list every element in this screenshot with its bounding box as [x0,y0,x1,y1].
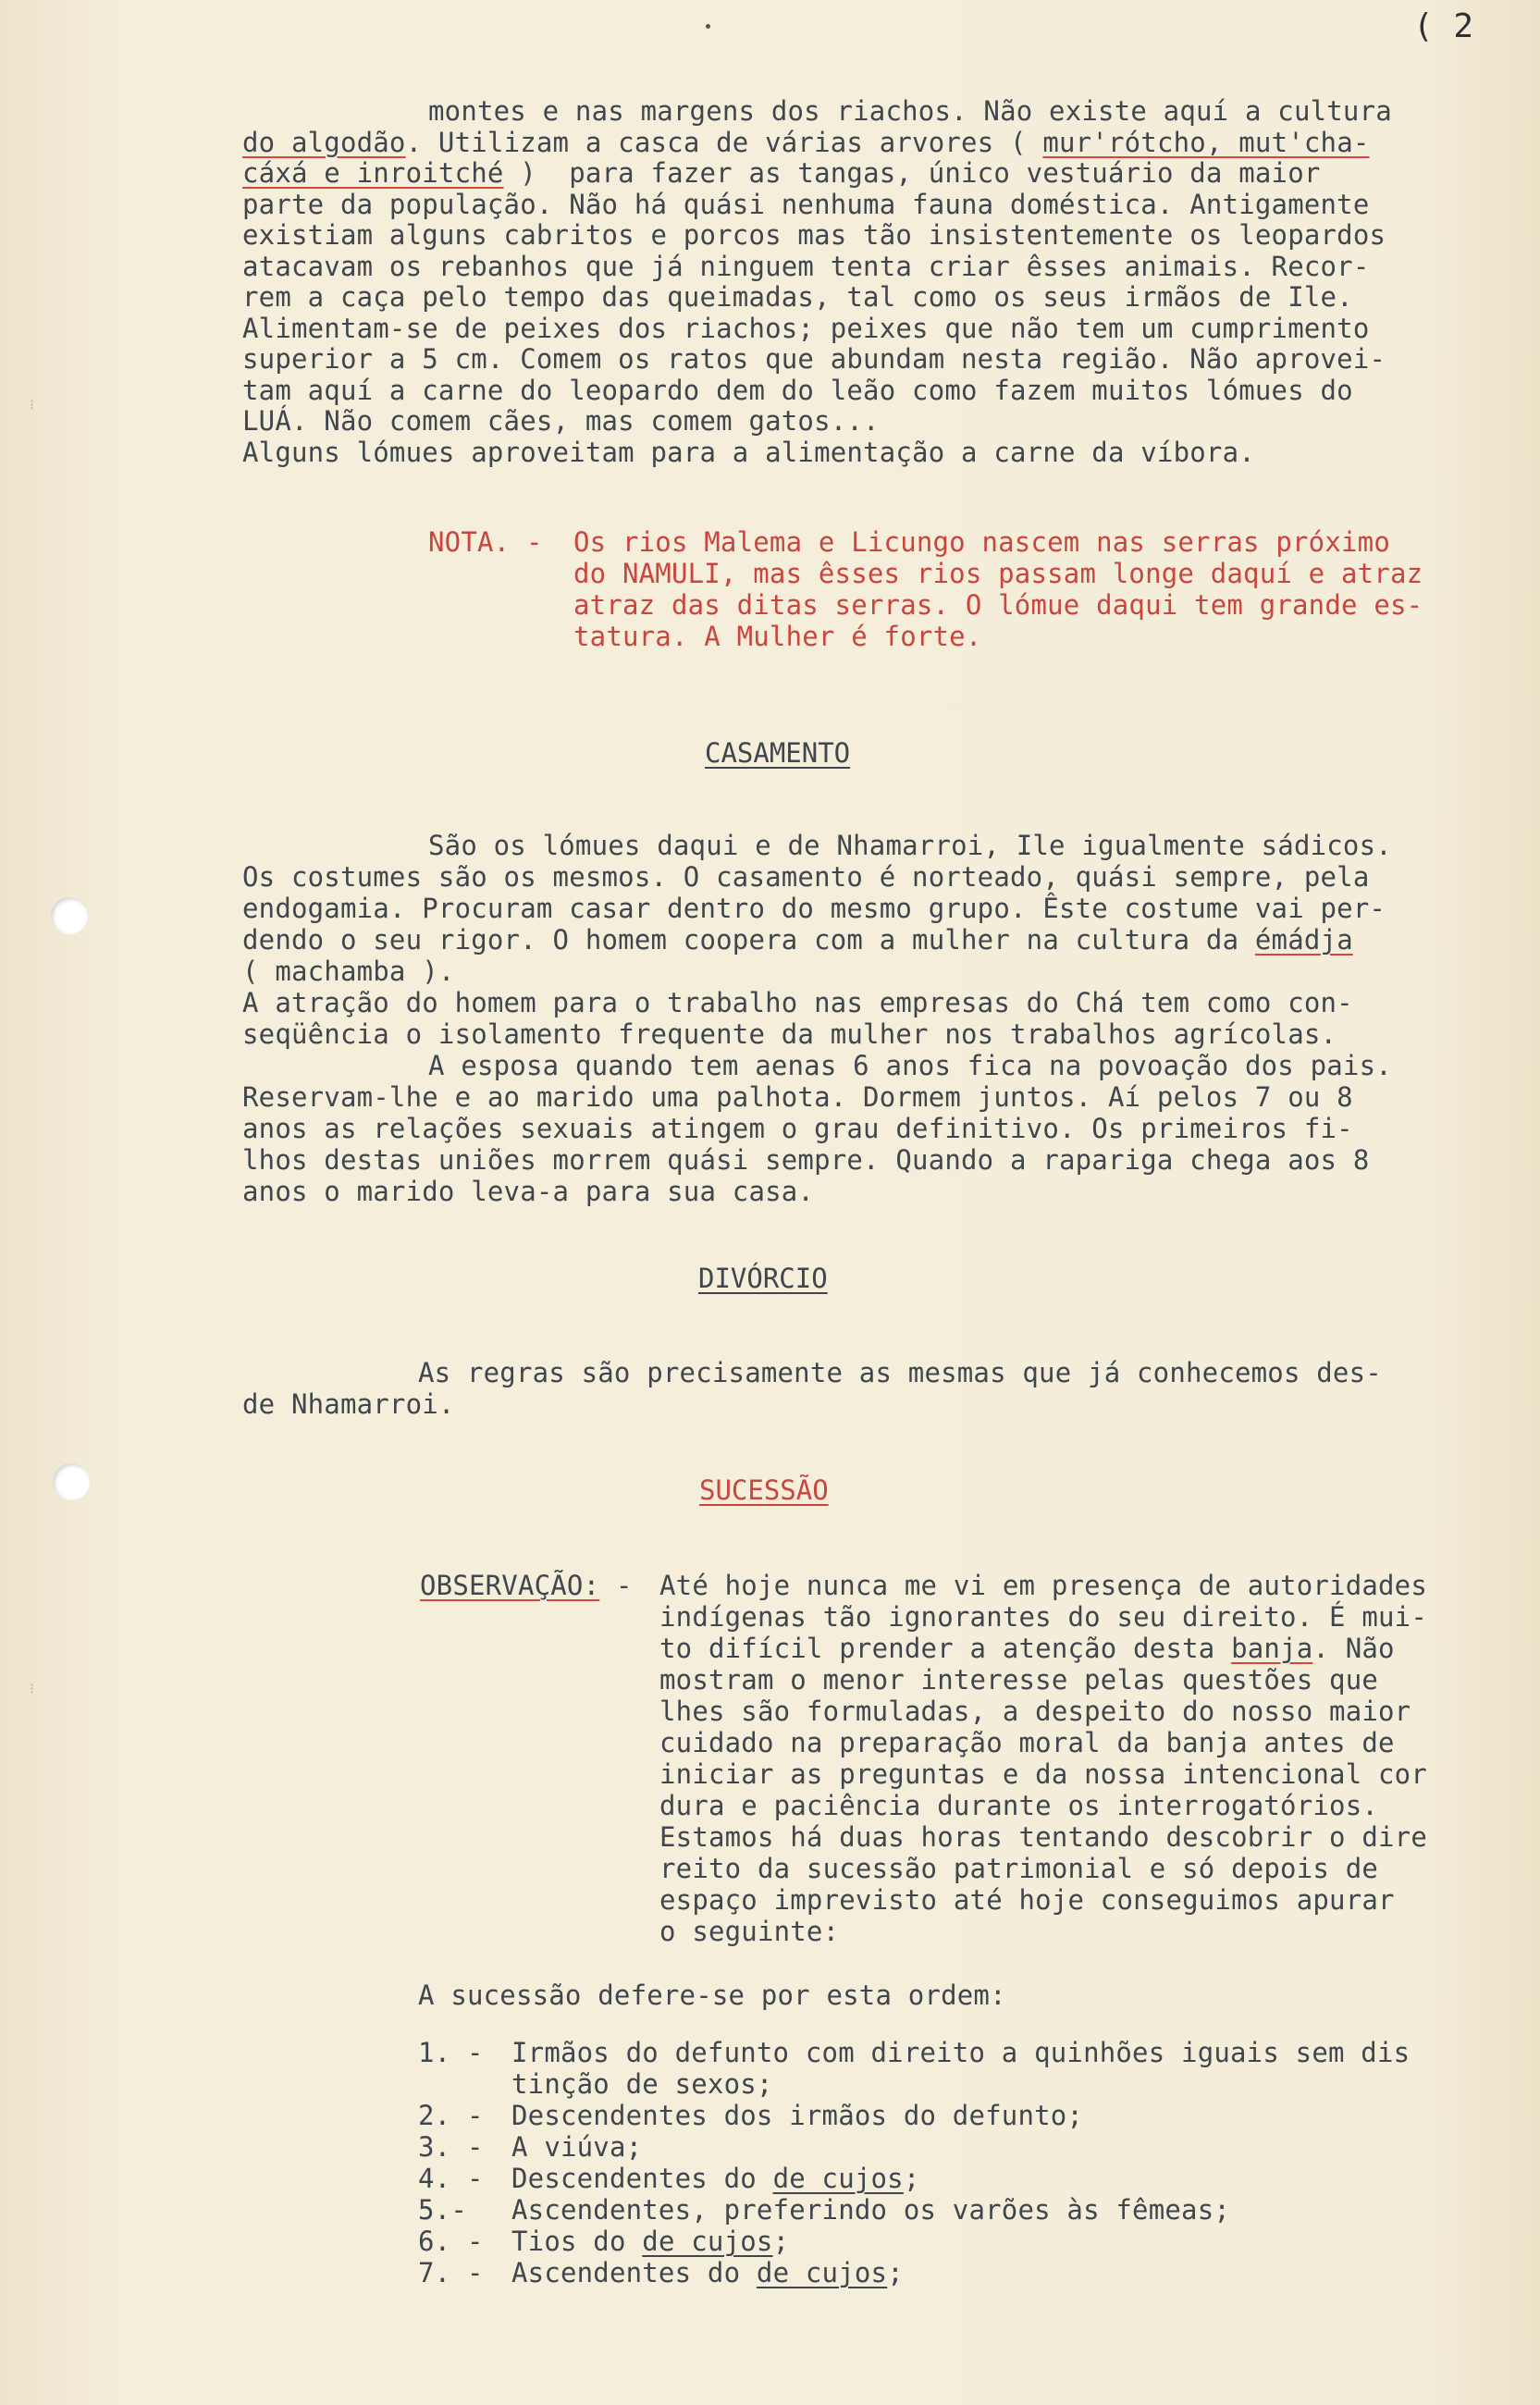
casamento-line [242,861,1370,893]
casamento-line [428,1050,1392,1081]
text-segment: A atração do homem para o trabalho nas empresas do Chá tem como con- [242,987,1353,1018]
observacao-line [659,1821,1427,1853]
text-segment: A esposa quando tem aenas 6 anos fica na povoação dos pais. [428,1050,1392,1081]
text-segment: endogamia. Procuram casar dentro do mesmo grupo. Êste costume vai per- [242,893,1386,924]
observacao-line [659,1853,1379,1884]
underlined-term: do algodão [242,126,406,158]
intro-line [242,219,1386,251]
observacao-label: OBSERVAÇÃO: [420,1570,600,1601]
observacao-line [659,1572,1427,1599]
text-segment: atacavam os rebanhos que já ninguem tenta criar êsses animais. Recor- [242,250,1370,282]
text-segment: lhes são formuladas, a despeito do nosso maior [659,1696,1411,1727]
intro-line [428,95,1392,127]
heading-sucessao: SUCESSÃO [699,1474,829,1506]
text-segment: Alimentam-se de peixes dos riachos; peixes que não tem um cumprimento [242,312,1370,344]
observacao-line [659,1601,1427,1633]
text-segment: cuidado na preparação moral da banja antes de [659,1727,1395,1758]
casamento-line [242,895,1386,922]
margin-mark-lower: ⁝ [30,1680,35,1697]
list-item-number: 2. - [418,2100,484,2131]
list-item-text [511,2228,789,2255]
casamento-line [242,1178,814,1205]
text-segment: As regras são precisamente as mesmas que já conhecemos des- [418,1357,1382,1388]
text-segment: seqüência o isolamento frequente da mulher nos trabalhos agrícolas. [242,1018,1337,1050]
observacao-line [659,1918,839,1945]
text-segment: lhos destas uniões morrem quási sempre. Quando a rapariga chega aos 8 [242,1144,1370,1176]
intro-line [242,250,1370,282]
observacao-line [659,1635,1395,1662]
list-item-number: 1. - [418,2037,484,2068]
text-segment: rem a caça pelo tempo das queimadas, tal como os seus irmãos de Ile. [242,281,1353,313]
intro-line [242,281,1353,313]
text-segment: Os costumes são os mesmos. O casamento é norteado, quási sempre, pela [242,861,1370,893]
casamento-line [242,987,1353,1018]
intro-line [242,188,1370,220]
underlined-term: banja [1231,1633,1313,1664]
text-segment: indígenas tão ignorantes do seu direito. É mui- [659,1601,1427,1633]
underlined-term: émádja [1254,924,1353,956]
intro-line [242,343,1386,375]
text-segment: ) para fazer as tangas, único vestuário da maior [503,157,1321,189]
text-segment: ; [772,2226,790,2257]
text-segment: ; [887,2257,904,2288]
nota-line: Os rios Malema e Licungo nascem nas serras próximo [573,526,1390,558]
observacao-line [659,1758,1427,1790]
observacao-line [659,1698,1411,1725]
text-segment: Ascendentes, preferindo os varões às fêmeas; [511,2194,1231,2226]
casamento-line [242,958,455,985]
text-segment: superior a 5 cm. Comem os ratos que abundam nesta região. Não aprovei- [242,343,1386,375]
observacao-line [659,1727,1395,1758]
intro-line [242,157,1321,189]
text-segment: mostram o menor interesse pelas questões que [659,1664,1379,1696]
text-segment: ( machamba ). [242,956,455,987]
list-item-text [511,2194,1231,2226]
heading-casamento: CASAMENTO [705,737,851,769]
text-segment: LUÁ. Não comem cães, mas comem gatos... [242,405,880,437]
text-segment: anos as relações sexuais atingem o grau definitivo. Os primeiros fi- [242,1113,1353,1144]
text-segment: to difícil prender a atenção desta [659,1633,1232,1664]
text-segment: ; [903,2163,920,2194]
nota-label: NOTA. - [428,526,543,558]
list-item-number: 6. - [418,2226,484,2257]
text-segment: existiam alguns cabritos e porcos mas tão insistentemente os leopardos [242,219,1386,251]
list-item-text [511,2257,904,2288]
intro-line [242,374,1353,406]
text-segment: Estamos há duas horas tentando descobrir o dire [659,1821,1427,1853]
list-item-number: 7. - [418,2257,484,2288]
text-segment: parte da população. Não há quási nenhuma fauna doméstica. Antigamente [242,188,1370,220]
text-segment: . Utilizam a casca de várias arvores ( [405,126,1043,158]
list-item-text [511,2037,1411,2068]
ink-dot [706,24,710,29]
text-segment: dendo o seu rigor. O homem coopera com a mulher na cultura da [242,924,1255,956]
nota-line: atraz das ditas serras. O lómue daqui tem grande es- [573,589,1423,621]
text-segment: Irmãos do defunto com direito a quinhões iguais sem dis [511,2037,1411,2068]
observacao-line [659,1790,1379,1821]
list-item-number: 4. - [418,2163,484,2194]
text-segment: Descendentes do [511,2163,773,2194]
text-segment: espaço imprevisto até hoje conseguimos apurar [659,1884,1395,1916]
divorcio-line [242,1388,455,1420]
text-segment: Tios do [511,2226,643,2257]
list-item-number: 3. - [418,2131,484,2163]
divorcio-line [418,1357,1382,1388]
casamento-line [428,832,1392,859]
text-segment: reito da sucessão patrimonial e só depois de [659,1853,1379,1884]
list-item-text [511,2131,643,2163]
order-intro: A sucessão defere-se por esta ordem: [418,1980,1006,2011]
observacao-line [659,1884,1395,1916]
page-number: ( 2 [1413,7,1474,45]
text-segment: anos o marido leva-a para sua casa. [242,1176,815,1207]
list-item-text [511,2165,920,2192]
text-segment: Ascendentes do [511,2257,757,2288]
text-segment: dura e paciência durante os interrogatórios. [659,1790,1379,1821]
text-segment: Descendentes dos irmãos do defunto; [511,2100,1084,2131]
text-segment: tam aquí a carne do leopardo dem do leão como fazem muitos lómues do [242,374,1353,406]
text-segment: Alguns lómues aproveitam para a alimentação a carne da víbora. [242,436,1255,468]
intro-line [242,312,1370,344]
text-segment: iniciar as preguntas e da nossa intencional cor [659,1758,1427,1790]
text-segment: o seguinte: [659,1916,840,1947]
heading-divorcio: DIVÓRCIO [698,1263,828,1294]
text-segment: São os lómues daqui e de Nhamarroi, Ile igualmente sádicos. [428,830,1392,861]
text-segment: montes e nas margens dos riachos. Não existe aquí a cultura [428,95,1392,127]
nota-line: do NAMULI, mas êsses rios passam longe daquí e atraz [573,558,1423,589]
casamento-line [242,1081,1353,1113]
text-segment: A viúva; [511,2131,643,2163]
punch-hole-lower [53,1463,90,1500]
intro-line [242,126,1370,158]
underlined-term: de cujos [642,2226,773,2257]
casamento-line [242,1018,1337,1050]
underlined-term: mur'rótcho, mut'cha- [1042,126,1370,158]
intro-line [242,436,1255,468]
nota-line: tatura. A Mulher é forte. [573,621,982,652]
casamento-line [242,924,1353,956]
underlined-term: cáxá e inroitché [242,157,504,189]
list-item-continuation: tinção de sexos; [511,2068,773,2100]
text-segment: . Não [1312,1633,1395,1664]
punch-hole-upper [51,897,88,934]
observacao-dash: - [616,1570,633,1601]
underlined-term: de cujos [756,2257,888,2288]
observacao-line [659,1664,1379,1696]
margin-mark-upper: ⁝ [30,396,35,413]
list-item-number: 5.- [418,2194,467,2226]
underlined-term: de cujos [772,2163,904,2194]
list-item-text [511,2100,1084,2131]
text-segment: Reservam-lhe e ao marido uma palhota. Dormem juntos. Aí pelos 7 ou 8 [242,1081,1353,1113]
casamento-line [242,1144,1370,1176]
casamento-line [242,1113,1353,1144]
text-segment: Até hoje nunca me vi em presença de autoridades [659,1570,1427,1601]
intro-line [242,405,880,437]
text-segment: de Nhamarroi. [242,1388,455,1420]
